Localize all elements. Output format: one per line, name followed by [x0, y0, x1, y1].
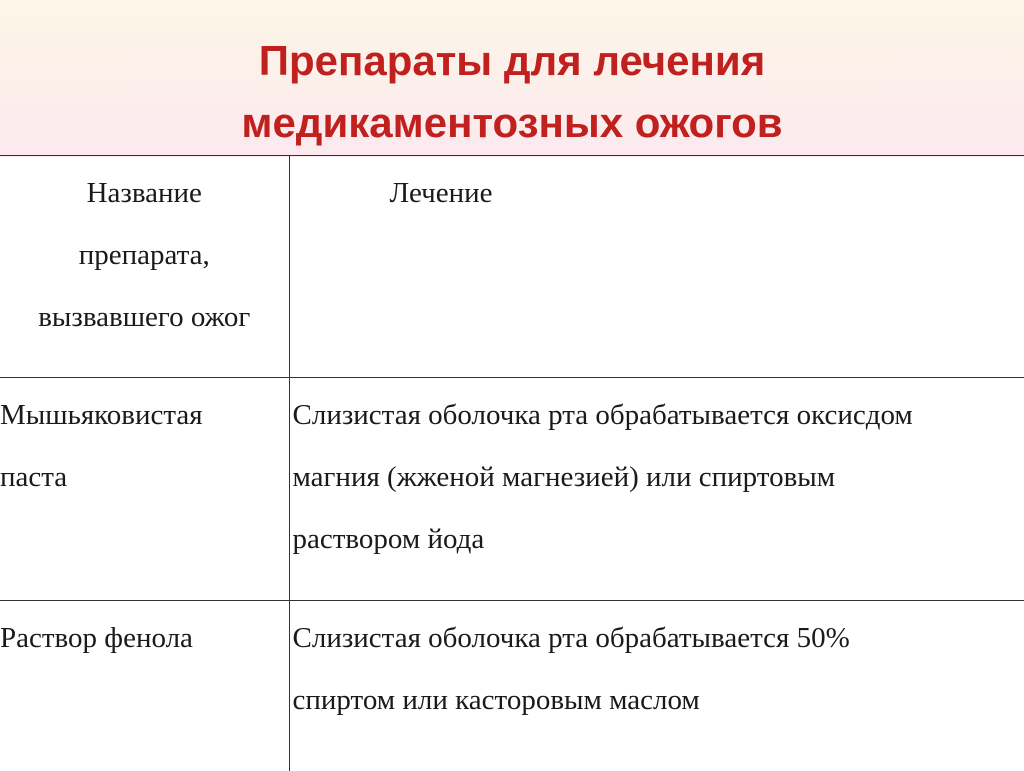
table-header-row	[0, 156, 1024, 378]
header-drug-name-line-1: Название	[0, 162, 289, 224]
table-row	[0, 378, 1024, 601]
header-treatment	[289, 156, 1024, 378]
treatment-cell	[289, 378, 1024, 601]
drug-name-line: Мышьяковистая	[0, 384, 289, 446]
drug-name-cell	[0, 378, 289, 601]
table-row	[0, 601, 1024, 771]
slide-title-line-1: Препараты для лечения	[0, 30, 1024, 92]
treatment-line: раствором йода	[293, 508, 1024, 570]
header-drug-name-line-3: вызвавшего ожог	[0, 286, 289, 348]
treatment-line: Слизистая оболочка рта обрабатывается оксисдом	[293, 384, 1024, 446]
drug-name-line: Раствор фенола	[0, 607, 289, 669]
treatment-line: спиртом или касторовым маслом	[293, 669, 1024, 731]
treatment-cell	[289, 601, 1024, 771]
treatment-line: Слизистая оболочка рта обрабатывается 50%	[293, 607, 1024, 669]
drug-name-cell	[0, 601, 289, 771]
slide-title	[0, 30, 1024, 154]
header-drug-name-line-2: препарата,	[0, 224, 289, 286]
treatment-line: магния (жженой магнезией) или спиртовым	[293, 446, 1024, 508]
drug-name-line: паста	[0, 446, 289, 508]
header-drug-name	[0, 156, 289, 378]
header-treatment-label: Лечение	[390, 162, 1024, 224]
slide-title-line-2: медикаментозных ожогов	[0, 92, 1024, 154]
drug-treatment-table	[0, 155, 1024, 771]
